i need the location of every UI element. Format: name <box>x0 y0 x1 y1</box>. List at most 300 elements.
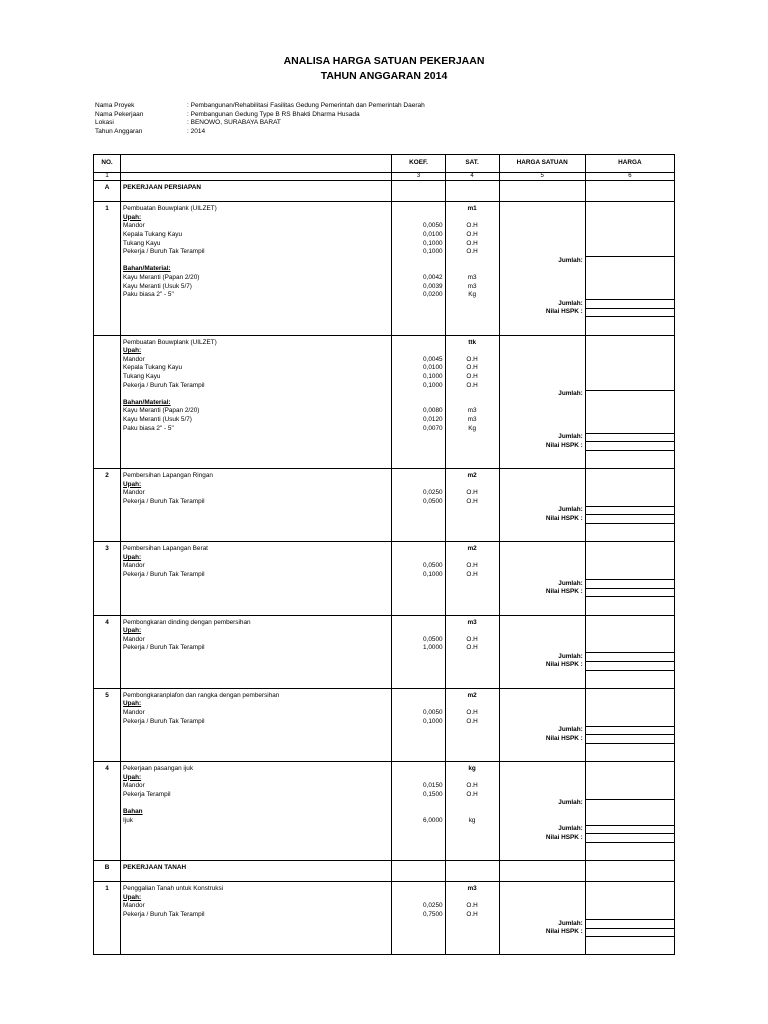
table-cell <box>585 498 674 507</box>
labor-name: Pekerja / Buruh Tak Terampil <box>121 498 392 507</box>
item-number: A <box>94 184 121 193</box>
table-cell <box>392 597 445 606</box>
nilai-hspk-value <box>585 834 674 843</box>
table-cell <box>445 347 499 356</box>
jumlah-value <box>585 580 674 589</box>
labor-name: Pekerja / Buruh Tak Terampil <box>121 248 392 257</box>
table-cell <box>121 834 392 843</box>
labor-name: Pekerja / Buruh Tak Terampil <box>121 911 392 920</box>
table-cell <box>499 407 585 416</box>
upah-label: Upah: <box>121 894 392 903</box>
table-cell <box>585 627 674 636</box>
table-row <box>94 442 675 451</box>
table-cell <box>585 894 674 903</box>
bahan-label: Bahan <box>121 808 392 817</box>
table-cell <box>585 481 674 490</box>
table-cell <box>392 606 445 615</box>
table-cell <box>121 752 392 761</box>
table-cell <box>499 817 585 826</box>
table-row <box>94 661 675 670</box>
table-cell <box>499 291 585 300</box>
table-cell <box>499 627 585 636</box>
table-row <box>94 873 675 882</box>
material-sat: kg <box>445 817 499 826</box>
table-cell <box>499 472 585 481</box>
table-cell <box>392 873 445 882</box>
category-name: PEKERJAAN TANAH <box>121 864 392 873</box>
table-cell <box>585 902 674 911</box>
table-cell <box>392 481 445 490</box>
table-cell <box>392 580 445 589</box>
table-cell <box>445 554 499 563</box>
table-cell <box>121 873 392 882</box>
table-cell <box>499 782 585 791</box>
column-number: 1 <box>94 173 121 181</box>
table-cell <box>445 774 499 783</box>
table-cell <box>445 450 499 459</box>
jumlah-label: Jumlah: <box>499 825 585 834</box>
table-cell <box>445 752 499 761</box>
nilai-hspk-value <box>585 308 674 317</box>
table-cell <box>392 214 445 223</box>
table-cell <box>499 524 585 533</box>
labor-koef: 0,1000 <box>392 718 445 727</box>
table-row <box>94 765 675 774</box>
table-cell <box>94 442 121 451</box>
labor-name: Pekerja / Buruh Tak Terampil <box>121 644 392 653</box>
table-cell <box>499 356 585 365</box>
table-cell <box>445 808 499 817</box>
table-cell <box>445 726 499 735</box>
table-cell <box>94 571 121 580</box>
column-number <box>121 173 392 181</box>
table-cell <box>499 864 585 873</box>
table-cell <box>94 718 121 727</box>
labor-name: Pekerja Terampil <box>121 791 392 800</box>
table-cell <box>499 911 585 920</box>
header-harga-satuan: HARGA SATUAN <box>499 155 585 173</box>
table-row <box>94 489 675 498</box>
table-cell <box>121 679 392 688</box>
table-cell <box>585 222 674 231</box>
table-cell <box>392 339 445 348</box>
table-cell <box>499 222 585 231</box>
jumlah-value <box>585 825 674 834</box>
labor-koef: 0,1000 <box>392 373 445 382</box>
table-cell <box>585 205 674 214</box>
item-number: 3 <box>94 545 121 554</box>
item-name: Penggalian Tanah untuk Konstruksi <box>121 885 392 894</box>
table-cell <box>585 619 674 628</box>
table-cell <box>585 214 674 223</box>
table-cell <box>94 946 121 955</box>
info-row <box>95 111 425 120</box>
material-sat: m3 <box>445 407 499 416</box>
table-cell <box>392 808 445 817</box>
table-cell <box>445 700 499 709</box>
table-cell <box>94 774 121 783</box>
table-cell <box>445 257 499 266</box>
labor-sat: O.H <box>445 231 499 240</box>
table-cell <box>585 373 674 382</box>
category-name: PEKERJAAN PERSIAPAN <box>121 184 392 193</box>
table-cell <box>121 597 392 606</box>
table-cell <box>585 231 674 240</box>
table-cell <box>94 265 121 274</box>
table-row <box>94 356 675 365</box>
table-row <box>94 416 675 425</box>
table-cell <box>499 700 585 709</box>
table-row <box>94 902 675 911</box>
table-row <box>94 700 675 709</box>
table-cell <box>392 661 445 670</box>
labor-sat: O.H <box>445 902 499 911</box>
table-cell <box>392 752 445 761</box>
table-cell <box>121 726 392 735</box>
item-name: Pembuatan Bouwplank (UILZET) <box>121 205 392 214</box>
table-cell <box>499 214 585 223</box>
jumlah-value <box>585 390 674 399</box>
table-cell <box>392 743 445 752</box>
table-cell <box>94 627 121 636</box>
table-row <box>94 459 675 468</box>
table-row <box>94 885 675 894</box>
table-cell <box>121 743 392 752</box>
labor-sat: O.H <box>445 356 499 365</box>
labor-name: Kepala Tukang Kayu <box>121 231 392 240</box>
table-cell <box>585 545 674 554</box>
nilai-hspk-value <box>585 515 674 524</box>
item-name: Pembongkaran dinding dengan pembersihan <box>121 619 392 628</box>
table-cell <box>94 808 121 817</box>
work-item <box>94 615 675 688</box>
table-cell <box>585 911 674 920</box>
table-cell <box>392 946 445 955</box>
table-cell <box>499 902 585 911</box>
jumlah-value <box>585 300 674 309</box>
jumlah-value <box>585 653 674 662</box>
table-cell <box>392 515 445 524</box>
material-sat: Kg <box>445 425 499 434</box>
table-cell <box>94 433 121 442</box>
jumlah-value <box>585 799 674 808</box>
table-cell <box>499 399 585 408</box>
labor-sat: O.H <box>445 911 499 920</box>
table-row <box>94 291 675 300</box>
labor-sat: O.H <box>445 636 499 645</box>
nilai-hspk-label: Nilai HSPK : <box>499 442 585 451</box>
table-row <box>94 257 675 266</box>
table-cell <box>94 700 121 709</box>
table-cell <box>392 524 445 533</box>
table-cell <box>392 799 445 808</box>
upah-label: Upah: <box>121 347 392 356</box>
table-cell <box>585 326 674 335</box>
labor-name: Mandor <box>121 489 392 498</box>
table-cell <box>121 937 392 946</box>
table-cell <box>499 692 585 701</box>
table-cell <box>94 257 121 266</box>
table-cell <box>499 545 585 554</box>
table-cell <box>94 791 121 800</box>
table-cell <box>392 851 445 860</box>
table-cell <box>94 782 121 791</box>
table-cell <box>94 911 121 920</box>
table-cell <box>121 670 392 679</box>
table-cell <box>94 902 121 911</box>
table-row <box>94 533 675 542</box>
table-cell <box>392 765 445 774</box>
table-cell <box>94 920 121 929</box>
table-cell <box>94 743 121 752</box>
table-cell <box>585 450 674 459</box>
table-cell <box>499 373 585 382</box>
table-row <box>94 240 675 249</box>
table-cell <box>585 597 674 606</box>
material-sat: m3 <box>445 274 499 283</box>
table-cell <box>445 481 499 490</box>
table-cell <box>499 765 585 774</box>
item-unit: m3 <box>445 885 499 894</box>
table-cell <box>121 661 392 670</box>
table-row <box>94 946 675 955</box>
table-cell <box>392 937 445 946</box>
table-cell <box>499 808 585 817</box>
table-cell <box>445 851 499 860</box>
table-row <box>94 193 675 202</box>
labor-koef: 0,0050 <box>392 709 445 718</box>
labor-koef: 0,0500 <box>392 636 445 645</box>
table-cell <box>392 326 445 335</box>
labor-sat: O.H <box>445 571 499 580</box>
header-no: NO. <box>94 155 121 173</box>
table-cell <box>445 937 499 946</box>
table-cell <box>499 937 585 946</box>
upah-label: Upah: <box>121 627 392 636</box>
table-cell <box>445 193 499 202</box>
table-cell <box>585 416 674 425</box>
table-cell <box>499 382 585 391</box>
table-cell <box>392 347 445 356</box>
table-row <box>94 920 675 929</box>
labor-sat: O.H <box>445 364 499 373</box>
table-cell <box>585 382 674 391</box>
upah-label: Upah: <box>121 214 392 223</box>
table-cell <box>445 606 499 615</box>
table-cell <box>94 894 121 903</box>
table-cell <box>445 308 499 317</box>
work-item <box>94 882 675 955</box>
item-name: Pembersihan Lapangan Ringan <box>121 472 392 481</box>
table-cell <box>499 240 585 249</box>
jumlah-label: Jumlah: <box>499 506 585 515</box>
labor-sat: O.H <box>445 498 499 507</box>
table-cell <box>445 946 499 955</box>
table-cell <box>121 515 392 524</box>
table-cell <box>392 653 445 662</box>
table-cell <box>392 834 445 843</box>
harga-cell <box>585 265 674 274</box>
table-cell <box>121 433 392 442</box>
table-cell <box>121 524 392 533</box>
table-cell <box>94 274 121 283</box>
table-row <box>94 562 675 571</box>
table-cell <box>121 506 392 515</box>
item-name: Pekerjaan pasangan ijuk <box>121 765 392 774</box>
info-row <box>95 102 425 111</box>
table-cell <box>445 515 499 524</box>
table-cell <box>94 356 121 365</box>
info-label: Nama Pekerjaan <box>95 110 144 118</box>
table-cell <box>94 937 121 946</box>
table-cell <box>445 873 499 882</box>
table-row <box>94 774 675 783</box>
labor-sat: O.H <box>445 782 499 791</box>
labor-name: Kepala Tukang Kayu <box>121 364 392 373</box>
table-cell <box>445 864 499 873</box>
labor-koef: 0,0050 <box>392 222 445 231</box>
table-cell <box>94 231 121 240</box>
table-cell <box>94 373 121 382</box>
table-cell <box>499 644 585 653</box>
table-cell <box>121 842 392 851</box>
table-cell <box>392 257 445 266</box>
table-cell <box>94 554 121 563</box>
table-row <box>94 339 675 348</box>
table-cell <box>94 524 121 533</box>
table-cell <box>445 326 499 335</box>
item-unit: m2 <box>445 692 499 701</box>
table-cell <box>499 317 585 326</box>
table-cell <box>94 399 121 408</box>
table-row <box>94 834 675 843</box>
table-cell <box>499 231 585 240</box>
labor-koef: 0,0500 <box>392 498 445 507</box>
table-row <box>94 692 675 701</box>
nilai-hspk-value <box>585 588 674 597</box>
table-row <box>94 205 675 214</box>
table-cell <box>499 885 585 894</box>
table-row <box>94 425 675 434</box>
table-cell <box>499 946 585 955</box>
table-cell <box>94 735 121 744</box>
table-row <box>94 347 675 356</box>
table-cell <box>585 364 674 373</box>
table-cell <box>392 545 445 554</box>
labor-koef: 0,1000 <box>392 571 445 580</box>
table-row <box>94 709 675 718</box>
column-number-row <box>94 173 675 181</box>
table-row <box>94 214 675 223</box>
info-value: : Pembangunan/Rehabilitasi Fasilitas Gedung Pemerintah dan Pemerintah Daerah <box>187 102 425 109</box>
table-cell <box>445 399 499 408</box>
table-cell <box>499 791 585 800</box>
material-name: Kayu Meranti (Usuk 5/7) <box>121 416 392 425</box>
table-cell <box>445 597 499 606</box>
material-koef: 0,0080 <box>392 407 445 416</box>
jumlah-value <box>585 257 674 266</box>
table-cell <box>499 416 585 425</box>
table-row <box>94 726 675 735</box>
info-value: : BENOWO, SURABAYA BARAT <box>187 119 281 126</box>
info-label: Lokasi <box>95 119 114 126</box>
table-cell <box>445 433 499 442</box>
table-cell <box>94 506 121 515</box>
table-cell <box>445 799 499 808</box>
material-name: Kayu Meranti (Usuk 5/7) <box>121 283 392 292</box>
table-cell <box>499 554 585 563</box>
item-name: Pembuatan Bouwplank (UILZET) <box>121 339 392 348</box>
table-cell <box>94 661 121 670</box>
table-cell <box>121 799 392 808</box>
material-sat: m3 <box>445 283 499 292</box>
info-row <box>95 119 425 128</box>
table-cell <box>121 317 392 326</box>
table-cell <box>445 842 499 851</box>
material-koef: 0,0120 <box>392 416 445 425</box>
table-row <box>94 545 675 554</box>
table-cell <box>585 842 674 851</box>
material-sat: m3 <box>445 416 499 425</box>
table-row <box>94 679 675 688</box>
table-cell <box>392 506 445 515</box>
table-cell <box>94 489 121 498</box>
upah-label: Upah: <box>121 700 392 709</box>
nilai-hspk-label: Nilai HSPK : <box>499 308 585 317</box>
nilai-hspk-value <box>585 442 674 451</box>
table-cell <box>499 481 585 490</box>
table-row <box>94 743 675 752</box>
table-cell <box>445 588 499 597</box>
material-name: Paku biasa 2" - 5" <box>121 425 392 434</box>
table-cell <box>445 184 499 193</box>
table-cell <box>392 205 445 214</box>
item-unit: m3 <box>445 619 499 628</box>
table-cell <box>392 193 445 202</box>
table-row <box>94 653 675 662</box>
table-cell <box>94 481 121 490</box>
item-unit: m2 <box>445 472 499 481</box>
table-row <box>94 265 675 274</box>
table-cell <box>121 735 392 744</box>
table-row <box>94 506 675 515</box>
nilai-hspk-label: Nilai HSPK : <box>499 515 585 524</box>
table-cell <box>499 265 585 274</box>
table-cell <box>94 382 121 391</box>
table-row <box>94 222 675 231</box>
table-row <box>94 937 675 946</box>
table-cell <box>392 864 445 873</box>
jumlah-value <box>585 920 674 929</box>
table-row <box>94 498 675 507</box>
labor-name: Mandor <box>121 782 392 791</box>
table-cell <box>392 825 445 834</box>
jumlah-label: Jumlah: <box>499 300 585 309</box>
item-name: Pembersihan Lapangan Berat <box>121 545 392 554</box>
table-row <box>94 515 675 524</box>
jumlah-value <box>585 433 674 442</box>
labor-koef: 0,0250 <box>392 489 445 498</box>
material-name: Kayu Meranti (Papan 2/20) <box>121 407 392 416</box>
table-cell <box>585 718 674 727</box>
labor-koef: 0,1000 <box>392 240 445 249</box>
item-number: B <box>94 864 121 873</box>
table-cell <box>499 571 585 580</box>
table-cell <box>392 184 445 193</box>
table-cell <box>499 425 585 434</box>
table-row <box>94 817 675 826</box>
nilai-hspk-label: Nilai HSPK : <box>499 834 585 843</box>
